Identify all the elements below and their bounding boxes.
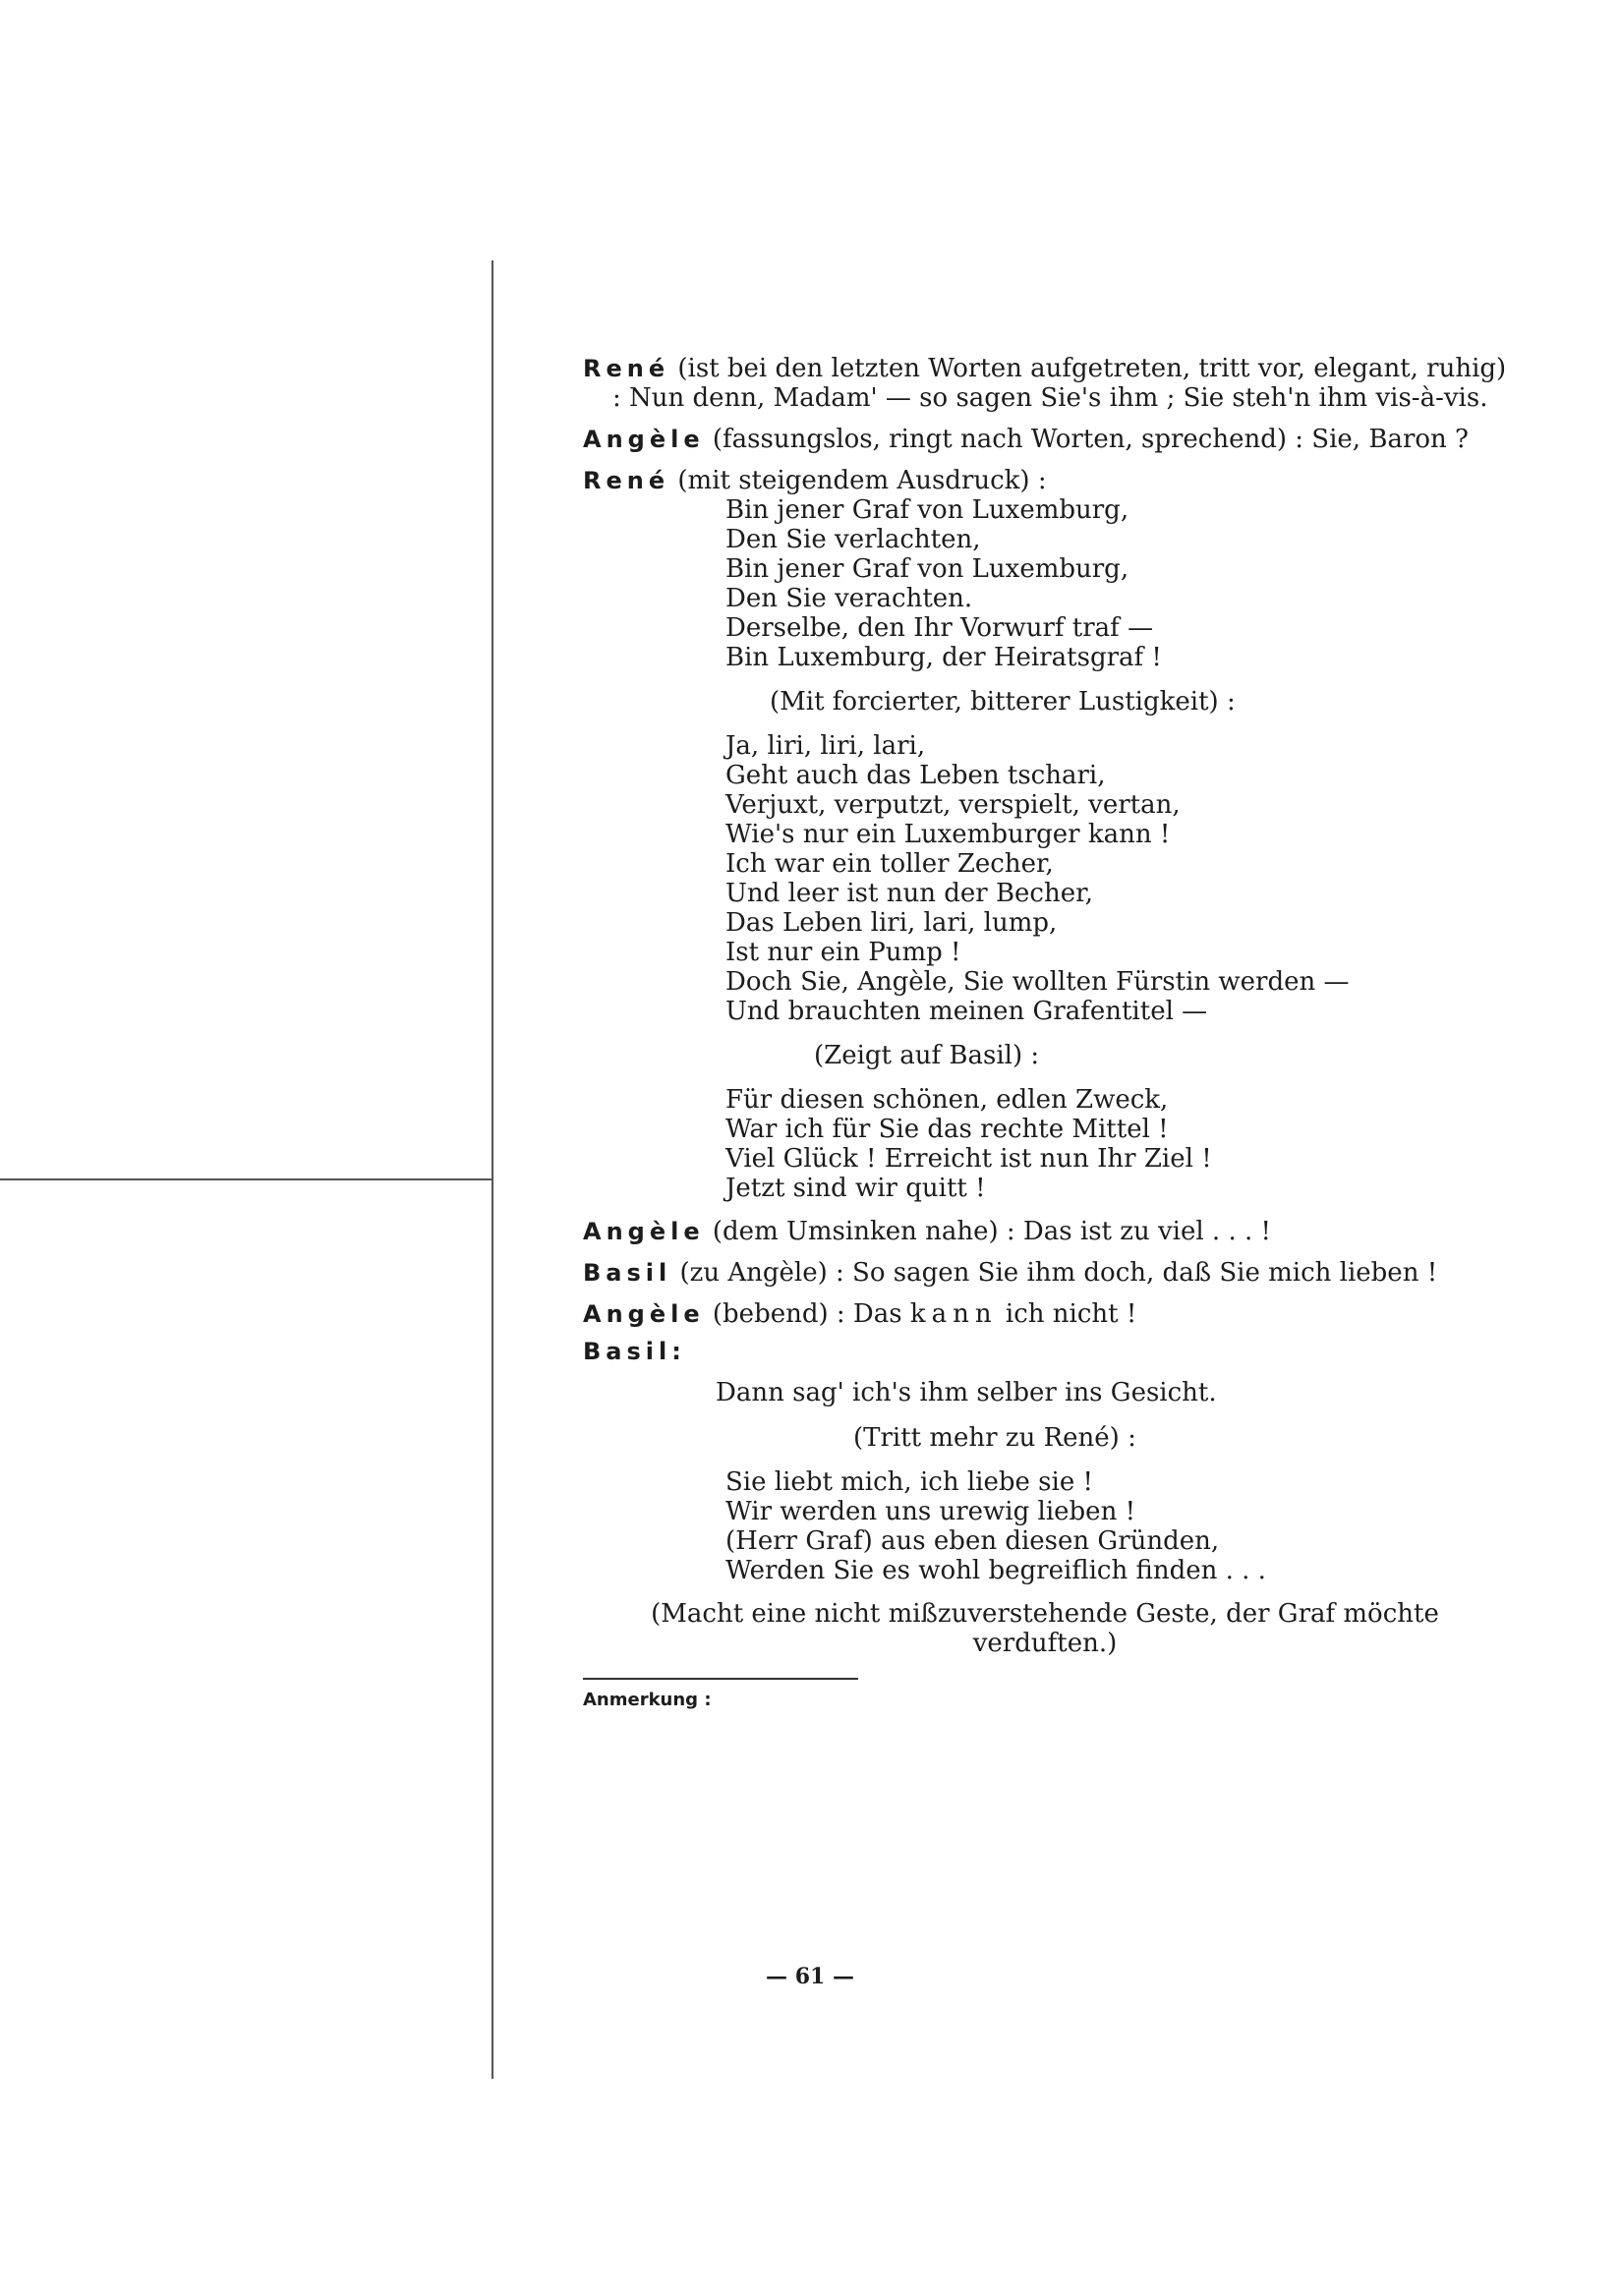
verse-line: Ist nur ein Pump ! xyxy=(725,938,961,967)
verse-line: Bin jener Graf von Luxemburg, xyxy=(725,554,1129,584)
verse-line: Viel Glück ! Erreicht ist nun Ihr Ziel ! xyxy=(725,1144,1212,1174)
verse-line: Wir werden uns urewig lieben ! xyxy=(725,1497,1136,1526)
verse-stanza-3 xyxy=(725,1085,1507,1203)
dialogue-text-after: ich nicht ! xyxy=(1005,1299,1137,1329)
dialogue-text-emphasis: kann xyxy=(909,1299,998,1329)
dialogue-text-before: Das xyxy=(852,1299,902,1329)
verse-line: Verjuxt, verputzt, verspielt, vertan, xyxy=(725,790,1181,820)
verse-line: War ich für Sie das rechte Mittel ! xyxy=(725,1115,1169,1144)
speaker-name: Basil xyxy=(583,1259,672,1287)
verse-line: Ja, liri, liri, lari, xyxy=(725,731,926,761)
closing-stage-direction: (Macht eine nicht mißzuverstehende Geste, der Graf möchte verduften.) xyxy=(651,1599,1439,1658)
verse-line: Den Sie verlachten, xyxy=(725,525,981,554)
dialogue-basil-line: Dann sag' ich's ihm selber ins Gesicht. xyxy=(716,1378,1217,1407)
footnote-label: Anmerkung : xyxy=(583,1690,712,1710)
speaker-name: Basil: xyxy=(583,1338,686,1365)
verse-line: Bin jener Graf von Luxemburg, xyxy=(725,495,1129,525)
verse-stanza-1 xyxy=(725,495,1507,672)
speaker-name: René xyxy=(583,467,670,494)
verse-line: Jetzt sind wir quitt ! xyxy=(725,1174,986,1203)
speaker-name: René xyxy=(583,355,670,382)
stage-direction: (ist bei den letzten Worten aufgetreten, tritt vor, elegant, ruhig) : xyxy=(612,354,1507,413)
stage-direction: (fassungslos, ringt nach Worten, sprechend) : xyxy=(712,425,1304,454)
verse-line: Bin Luxemburg, der Heiratsgraf ! xyxy=(725,643,1162,672)
verse-line: (Herr Graf) aus eben diesen Gründen, xyxy=(725,1526,1220,1556)
speaker-name: Angèle xyxy=(583,1218,705,1245)
verse-line: Sie liebt mich, ich liebe sie ! xyxy=(725,1467,1093,1497)
verse-line: Wie's nur ein Luxemburger kann ! xyxy=(725,820,1171,849)
crop-mark-line xyxy=(0,1178,492,1180)
verse-line: Das Leben liri, lari, lump, xyxy=(725,908,1058,938)
verse-stanza-2 xyxy=(725,731,1507,1026)
verse-line: Geht auch das Leben tschari, xyxy=(725,761,1106,790)
stage-direction-steps-to-rene: (Tritt mehr zu René) : xyxy=(853,1423,1136,1453)
dialogue-text: Nun denn, Madam' — so sagen Sie's ihm ; Sie steh'n ihm vis-à-vis. xyxy=(629,383,1488,413)
dialogue-angele-too-much xyxy=(583,1217,1507,1246)
verse-line: Und brauchten meinen Grafentitel — xyxy=(725,997,1208,1026)
dialogue-rene-song-intro xyxy=(583,466,1507,495)
speaker-name: Angèle xyxy=(583,1300,705,1328)
dialogue-basil-tell-him xyxy=(583,1258,1507,1288)
verse-line: Werden Sie es wohl begreiflich finden . . . xyxy=(725,1556,1266,1585)
dialogue-text: Das ist zu viel . . . ! xyxy=(1022,1217,1271,1246)
dialogue-basil-heading xyxy=(583,1337,1507,1366)
stage-direction-forced-laughter: (Mit forcierter, bitterer Lustigkeit) : xyxy=(770,687,1236,717)
stage-direction: (zu Angèle) : xyxy=(679,1258,844,1288)
dialogue-angele-baron xyxy=(583,425,1507,454)
verse-line: Doch Sie, Angèle, Sie wollten Fürstin werden — xyxy=(725,967,1350,997)
verse-line: Für diesen schönen, edlen Zweck, xyxy=(725,1085,1169,1115)
dialogue-angele-cannot xyxy=(583,1299,1507,1329)
stage-direction: (bebend) : xyxy=(712,1299,845,1329)
stage-direction: (mit steigendem Ausdruck) : xyxy=(677,466,1047,495)
stage-direction-points-at-basil: (Zeigt auf Basil) : xyxy=(814,1041,1040,1070)
stage-direction: (dem Umsinken nahe) : xyxy=(712,1217,1015,1246)
verse-line: Den Sie verachten. xyxy=(725,584,973,613)
verse-line: Derselbe, den Ihr Vorwurf traf — xyxy=(725,613,1154,643)
dialogue-text: Sie, Baron ? xyxy=(1311,425,1469,454)
verse-line: Ich war ein toller Zecher, xyxy=(725,849,1054,879)
margin-rule xyxy=(492,260,493,2079)
script-page-text xyxy=(583,354,1507,1715)
dialogue-text: So sagen Sie ihm doch, daß Sie mich lieben ! xyxy=(852,1258,1438,1288)
verse-stanza-4 xyxy=(725,1467,1507,1585)
footnote-rule xyxy=(583,1678,858,1680)
speaker-name: Angèle xyxy=(583,426,705,453)
dialogue-rene-entry xyxy=(583,354,1507,413)
page-number: — 61 — xyxy=(766,1964,854,1989)
verse-line: Und leer ist nun der Becher, xyxy=(725,879,1093,908)
